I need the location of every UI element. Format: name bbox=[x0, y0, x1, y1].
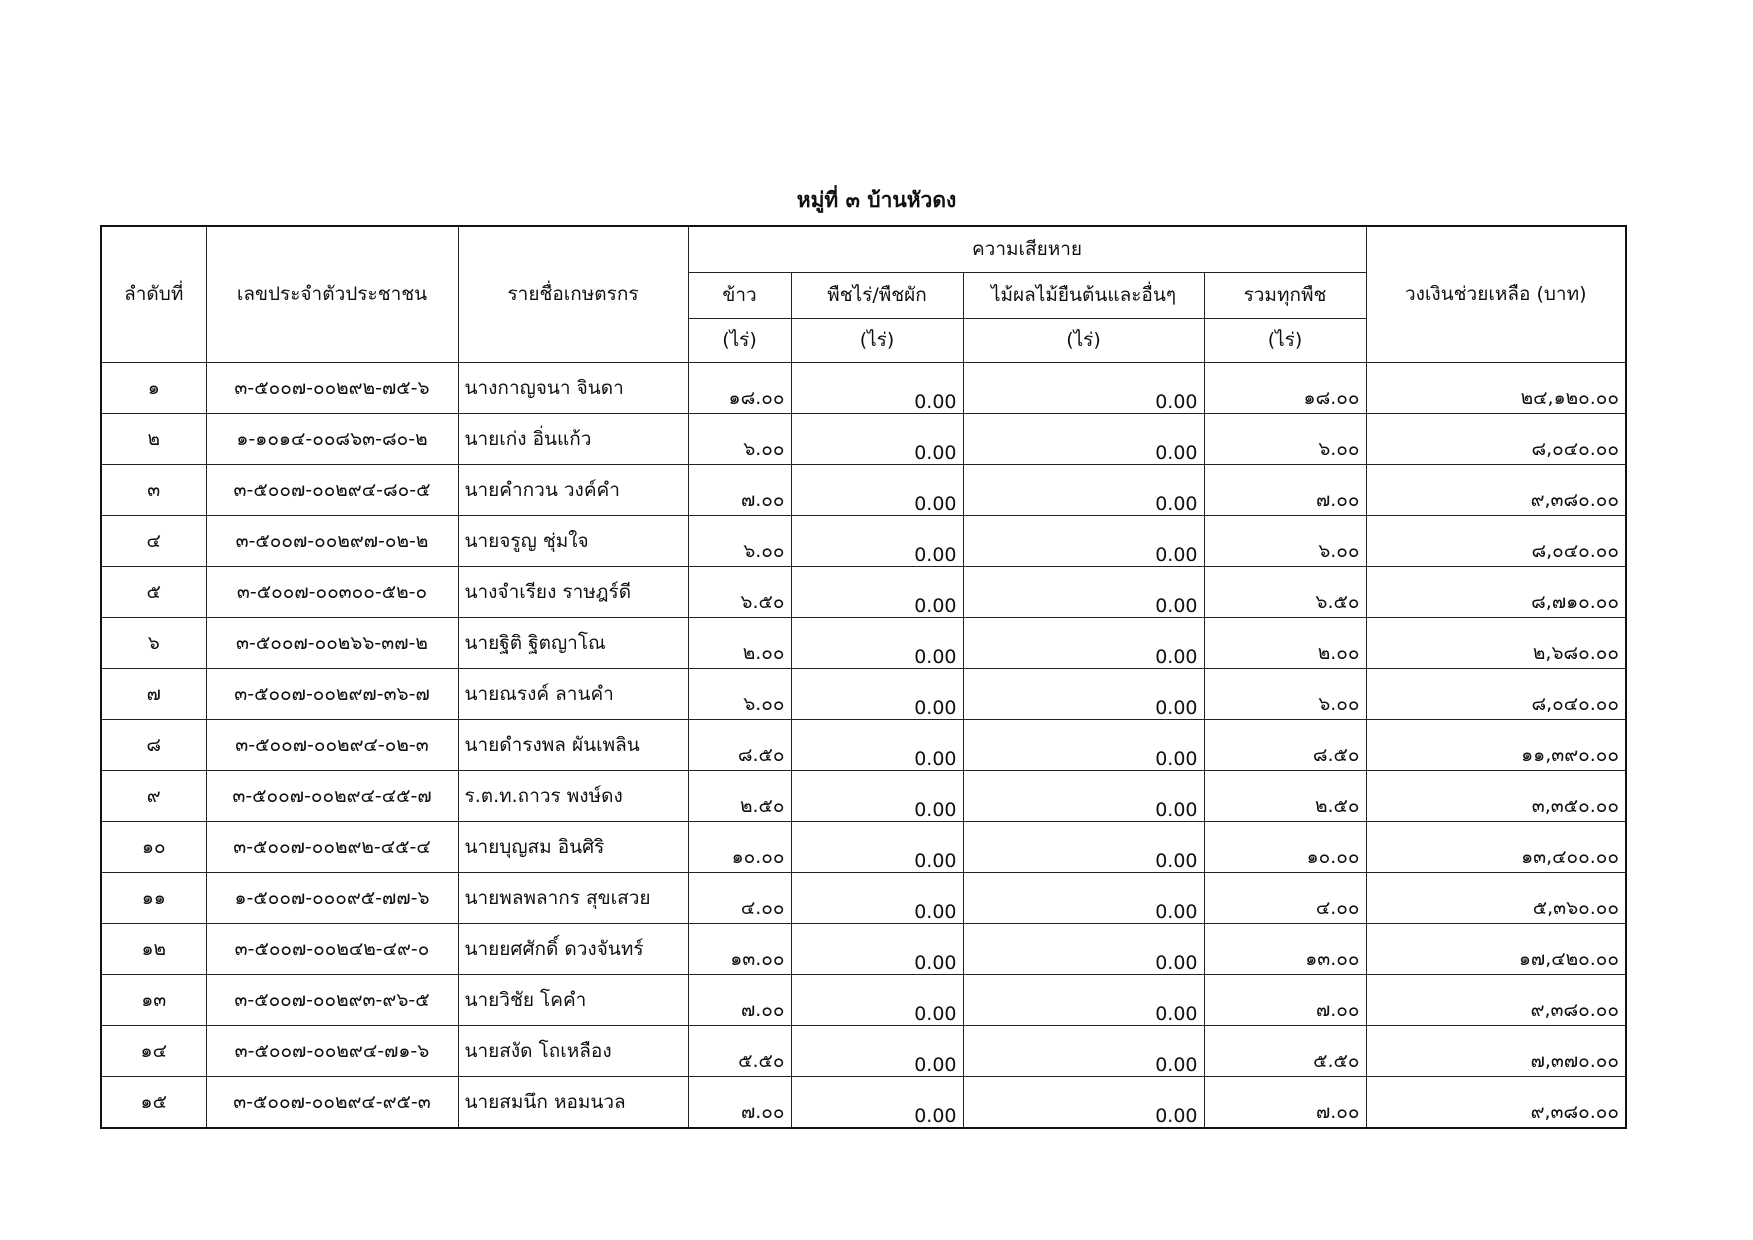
cell-field-veg: 0.00 bbox=[791, 719, 963, 770]
cell-citizen-id: ๓-๕๐๐๗-๐๐๒๙๒-๗๕-๖ bbox=[206, 362, 458, 413]
cell-rice: ๗.๐๐ bbox=[688, 1076, 791, 1128]
cell-citizen-id: ๓-๕๐๐๗-๐๐๒๙๒-๔๕-๔ bbox=[206, 821, 458, 872]
cell-farmer-name: นายสมนึก หอมนวล bbox=[458, 1076, 688, 1128]
cell-field-veg: 0.00 bbox=[791, 770, 963, 821]
farmer-damage-table bbox=[100, 225, 1627, 1129]
cell-amount: ๘,๐๔๐.๐๐ bbox=[1366, 515, 1626, 566]
cell-no: ๗ bbox=[101, 668, 206, 719]
cell-citizen-id: ๓-๕๐๐๗-๐๐๒๙๔-๐๒-๓ bbox=[206, 719, 458, 770]
cell-rice: ๒.๐๐ bbox=[688, 617, 791, 668]
cell-amount: ๕,๓๖๐.๐๐ bbox=[1366, 872, 1626, 923]
cell-fruit: 0.00 bbox=[963, 668, 1204, 719]
cell-rice: ๖.๐๐ bbox=[688, 668, 791, 719]
cell-amount: ๘,๐๔๐.๐๐ bbox=[1366, 668, 1626, 719]
cell-amount: ๙,๓๘๐.๐๐ bbox=[1366, 974, 1626, 1025]
cell-fruit: 0.00 bbox=[963, 515, 1204, 566]
cell-citizen-id: ๓-๕๐๐๗-๐๐๒๙๔-๘๐-๕ bbox=[206, 464, 458, 515]
cell-no: ๑๐ bbox=[101, 821, 206, 872]
cell-total: ๒.๐๐ bbox=[1204, 617, 1366, 668]
cell-amount: ๑๑,๓๙๐.๐๐ bbox=[1366, 719, 1626, 770]
cell-amount: ๙,๓๘๐.๐๐ bbox=[1366, 1076, 1626, 1128]
cell-no: ๔ bbox=[101, 515, 206, 566]
cell-farmer-name: นายณรงค์ ลานคำ bbox=[458, 668, 688, 719]
header-field-veg: พืชไร่/พืชผัก bbox=[791, 272, 963, 318]
cell-total: ๗.๐๐ bbox=[1204, 464, 1366, 515]
table-row bbox=[101, 872, 1626, 923]
table-row bbox=[101, 566, 1626, 617]
cell-rice: ๑๐.๐๐ bbox=[688, 821, 791, 872]
header-unit-fruit: (ไร่) bbox=[963, 318, 1204, 362]
cell-field-veg: 0.00 bbox=[791, 923, 963, 974]
cell-total: ๘.๕๐ bbox=[1204, 719, 1366, 770]
header-citizen-id: เลขประจำตัวประชาชน bbox=[206, 226, 458, 362]
table-header bbox=[101, 226, 1626, 362]
cell-citizen-id: ๓-๕๐๐๗-๐๐๒๙๔-๙๕-๓ bbox=[206, 1076, 458, 1128]
cell-fruit: 0.00 bbox=[963, 923, 1204, 974]
cell-farmer-name: นายคำกวน วงค์คำ bbox=[458, 464, 688, 515]
cell-total: ๑๓.๐๐ bbox=[1204, 923, 1366, 974]
cell-total: ๕.๕๐ bbox=[1204, 1025, 1366, 1076]
cell-fruit: 0.00 bbox=[963, 1076, 1204, 1128]
cell-fruit: 0.00 bbox=[963, 566, 1204, 617]
cell-farmer-name: นางจำเรียง ราษฎร์ดี bbox=[458, 566, 688, 617]
cell-rice: ๔.๐๐ bbox=[688, 872, 791, 923]
cell-fruit: 0.00 bbox=[963, 872, 1204, 923]
cell-farmer-name: นายพลพลากร สุขเสวย bbox=[458, 872, 688, 923]
cell-amount: ๙,๓๘๐.๐๐ bbox=[1366, 464, 1626, 515]
cell-field-veg: 0.00 bbox=[791, 668, 963, 719]
cell-total: ๗.๐๐ bbox=[1204, 974, 1366, 1025]
cell-citizen-id: ๓-๕๐๐๗-๐๐๓๐๐-๕๒-๐ bbox=[206, 566, 458, 617]
cell-citizen-id: ๓-๕๐๐๗-๐๐๒๙๔-๔๕-๗ bbox=[206, 770, 458, 821]
page-title: หมู่ที่ ๓ บ้านหัวดง bbox=[796, 188, 957, 212]
cell-fruit: 0.00 bbox=[963, 770, 1204, 821]
header-unit-field-veg: (ไร่) bbox=[791, 318, 963, 362]
cell-total: ๖.๐๐ bbox=[1204, 668, 1366, 719]
cell-no: ๙ bbox=[101, 770, 206, 821]
cell-field-veg: 0.00 bbox=[791, 872, 963, 923]
cell-no: ๑๑ bbox=[101, 872, 206, 923]
cell-total: ๖.๐๐ bbox=[1204, 413, 1366, 464]
cell-fruit: 0.00 bbox=[963, 1025, 1204, 1076]
cell-amount: ๑๓,๔๐๐.๐๐ bbox=[1366, 821, 1626, 872]
cell-farmer-name: ร.ต.ท.ถาวร พงษ์ดง bbox=[458, 770, 688, 821]
cell-field-veg: 0.00 bbox=[791, 1025, 963, 1076]
cell-fruit: 0.00 bbox=[963, 362, 1204, 413]
cell-rice: ๖.๕๐ bbox=[688, 566, 791, 617]
cell-citizen-id: ๑-๕๐๐๗-๐๐๐๙๕-๗๗-๖ bbox=[206, 872, 458, 923]
cell-citizen-id: ๓-๕๐๐๗-๐๐๒๙๔-๗๑-๖ bbox=[206, 1025, 458, 1076]
header-amount: วงเงินช่วยเหลือ (บาท) bbox=[1366, 226, 1626, 362]
table-row bbox=[101, 515, 1626, 566]
cell-total: ๑๐.๐๐ bbox=[1204, 821, 1366, 872]
cell-total: ๔.๐๐ bbox=[1204, 872, 1366, 923]
cell-rice: ๗.๐๐ bbox=[688, 464, 791, 515]
cell-farmer-name: นายสงัด โถเหลือง bbox=[458, 1025, 688, 1076]
table-row bbox=[101, 770, 1626, 821]
table-row bbox=[101, 719, 1626, 770]
cell-farmer-name: นายดำรงพล ผันเพลิน bbox=[458, 719, 688, 770]
header-fruit: ไม้ผลไม้ยืนต้นและอื่นๆ bbox=[963, 272, 1204, 318]
table-body bbox=[101, 362, 1626, 1128]
cell-amount: ๒,๖๘๐.๐๐ bbox=[1366, 617, 1626, 668]
table-row bbox=[101, 821, 1626, 872]
cell-total: ๗.๐๐ bbox=[1204, 1076, 1366, 1128]
cell-field-veg: 0.00 bbox=[791, 617, 963, 668]
cell-total: ๖.๕๐ bbox=[1204, 566, 1366, 617]
cell-total: ๒.๕๐ bbox=[1204, 770, 1366, 821]
cell-amount: ๗,๓๗๐.๐๐ bbox=[1366, 1025, 1626, 1076]
cell-total: ๖.๐๐ bbox=[1204, 515, 1366, 566]
table-row bbox=[101, 668, 1626, 719]
header-farmer-name: รายชื่อเกษตรกร bbox=[458, 226, 688, 362]
cell-field-veg: 0.00 bbox=[791, 1076, 963, 1128]
cell-fruit: 0.00 bbox=[963, 974, 1204, 1025]
cell-amount: ๘,๗๑๐.๐๐ bbox=[1366, 566, 1626, 617]
cell-citizen-id: ๑-๑๐๑๔-๐๐๘๖๓-๘๐-๒ bbox=[206, 413, 458, 464]
cell-farmer-name: นายฐิติ ฐิตญาโณ bbox=[458, 617, 688, 668]
cell-fruit: 0.00 bbox=[963, 719, 1204, 770]
cell-farmer-name: นายวิชัย โคคำ bbox=[458, 974, 688, 1025]
cell-no: ๑ bbox=[101, 362, 206, 413]
cell-rice: ๗.๐๐ bbox=[688, 974, 791, 1025]
table-row bbox=[101, 974, 1626, 1025]
cell-citizen-id: ๓-๕๐๐๗-๐๐๒๙๗-๓๖-๗ bbox=[206, 668, 458, 719]
table-row bbox=[101, 1076, 1626, 1128]
cell-farmer-name: นายจรูญ ชุ่มใจ bbox=[458, 515, 688, 566]
cell-field-veg: 0.00 bbox=[791, 413, 963, 464]
cell-fruit: 0.00 bbox=[963, 617, 1204, 668]
cell-citizen-id: ๓-๕๐๐๗-๐๐๒๙๓-๙๖-๕ bbox=[206, 974, 458, 1025]
cell-no: ๑๒ bbox=[101, 923, 206, 974]
table-row bbox=[101, 464, 1626, 515]
cell-field-veg: 0.00 bbox=[791, 464, 963, 515]
cell-no: ๕ bbox=[101, 566, 206, 617]
cell-rice: ๒.๕๐ bbox=[688, 770, 791, 821]
cell-citizen-id: ๓-๕๐๐๗-๐๐๒๔๒-๔๙-๐ bbox=[206, 923, 458, 974]
cell-rice: ๑๓.๐๐ bbox=[688, 923, 791, 974]
cell-farmer-name: นายบุญสม อินศิริ bbox=[458, 821, 688, 872]
cell-rice: ๑๘.๐๐ bbox=[688, 362, 791, 413]
cell-amount: ๘,๐๔๐.๐๐ bbox=[1366, 413, 1626, 464]
cell-amount: ๒๔,๑๒๐.๐๐ bbox=[1366, 362, 1626, 413]
header-unit-rice: (ไร่) bbox=[688, 318, 791, 362]
cell-field-veg: 0.00 bbox=[791, 821, 963, 872]
table-row bbox=[101, 413, 1626, 464]
cell-no: ๑๓ bbox=[101, 974, 206, 1025]
cell-no: ๑๕ bbox=[101, 1076, 206, 1128]
cell-total: ๑๘.๐๐ bbox=[1204, 362, 1366, 413]
header-rice: ข้าว bbox=[688, 272, 791, 318]
cell-amount: ๑๗,๔๒๐.๐๐ bbox=[1366, 923, 1626, 974]
cell-field-veg: 0.00 bbox=[791, 515, 963, 566]
table-row bbox=[101, 1025, 1626, 1076]
cell-rice: ๖.๐๐ bbox=[688, 515, 791, 566]
cell-rice: ๕.๕๐ bbox=[688, 1025, 791, 1076]
cell-farmer-name: นายเก่ง อิ่นแก้ว bbox=[458, 413, 688, 464]
table-row bbox=[101, 617, 1626, 668]
header-damage: ความเสียหาย bbox=[688, 226, 1366, 272]
cell-fruit: 0.00 bbox=[963, 464, 1204, 515]
cell-farmer-name: นางกาญจนา จินดา bbox=[458, 362, 688, 413]
cell-field-veg: 0.00 bbox=[791, 974, 963, 1025]
cell-no: ๒ bbox=[101, 413, 206, 464]
cell-no: ๓ bbox=[101, 464, 206, 515]
header-no: ลำดับที่ bbox=[101, 226, 206, 362]
cell-fruit: 0.00 bbox=[963, 821, 1204, 872]
table-row bbox=[101, 923, 1626, 974]
cell-field-veg: 0.00 bbox=[791, 362, 963, 413]
cell-rice: ๖.๐๐ bbox=[688, 413, 791, 464]
cell-no: ๖ bbox=[101, 617, 206, 668]
cell-amount: ๓,๓๕๐.๐๐ bbox=[1366, 770, 1626, 821]
cell-citizen-id: ๓-๕๐๐๗-๐๐๒๖๖-๓๗-๒ bbox=[206, 617, 458, 668]
header-total: รวมทุกพืช bbox=[1204, 272, 1366, 318]
cell-rice: ๘.๕๐ bbox=[688, 719, 791, 770]
cell-fruit: 0.00 bbox=[963, 413, 1204, 464]
cell-no: ๑๔ bbox=[101, 1025, 206, 1076]
cell-no: ๘ bbox=[101, 719, 206, 770]
cell-farmer-name: นายยศศักดิ์ ดวงจันทร์ bbox=[458, 923, 688, 974]
cell-citizen-id: ๓-๕๐๐๗-๐๐๒๙๗-๐๒-๒ bbox=[206, 515, 458, 566]
cell-field-veg: 0.00 bbox=[791, 566, 963, 617]
table-row bbox=[101, 362, 1626, 413]
header-unit-total: (ไร่) bbox=[1204, 318, 1366, 362]
